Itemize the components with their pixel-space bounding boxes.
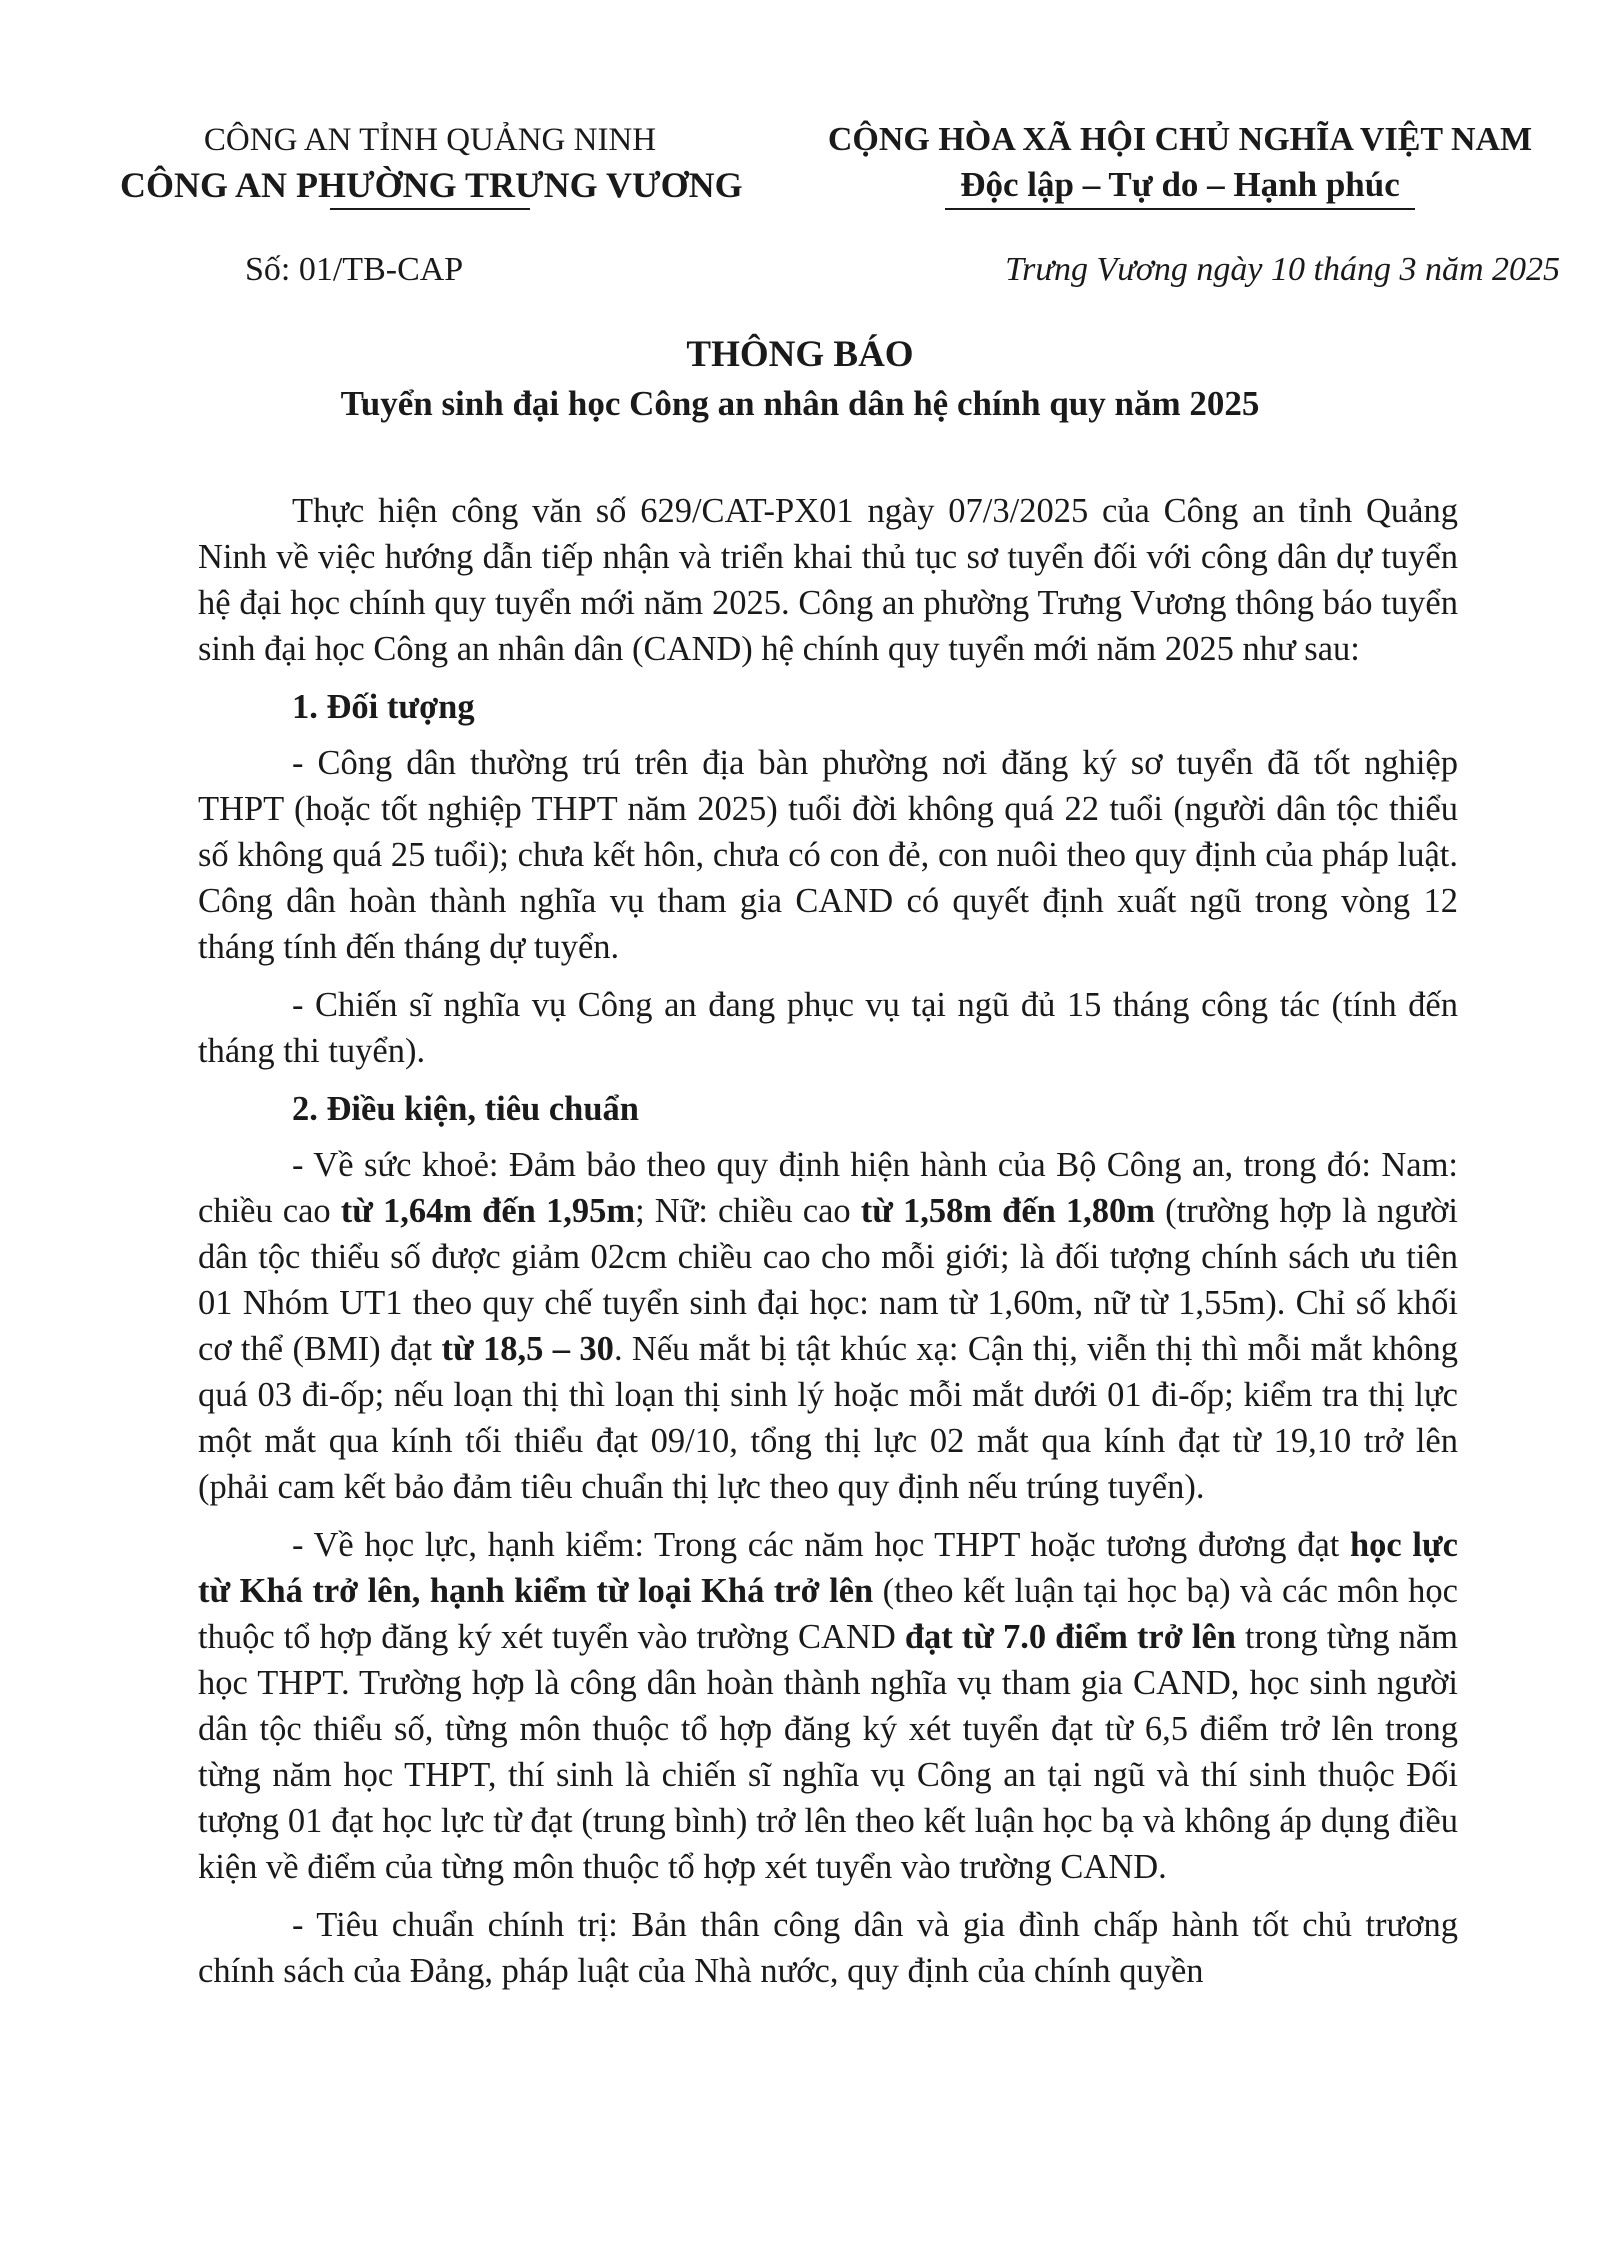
section-1-heading: 1. Đối tượng (292, 688, 475, 726)
section-1-paragraph-1: - Công dân thường trú trên địa bàn phường nơi đăng ký sơ tuyển đã tốt nghiệp THPT (hoặc tốt nghiệp THPT năm 2025) tuổi đời không quá 22 tuổi (người dân tộc thiểu số không quá 25 tuổi); chưa kết hôn, chưa có con đẻ, con nuôi theo quy định của pháp luật. Công dân hoàn thành nghĩa vụ tham gia CAND có quyết định xuất ngũ trong vòng 12 tháng tính đến tháng dự tuyển. (198, 744, 1458, 966)
political-paragraph: - Tiêu chuẩn chính trị: Bản thân công dân và gia đình chấp hành tốt chủ trương chính sách của Đảng, pháp luật của Nhà nước, quy định của chính quyền (198, 1906, 1458, 1990)
title-block (0, 330, 1600, 428)
academic-text-3: trong từng năm học THPT. Trường hợp là công dân hoàn thành nghĩa vụ tham gia CAND, học sinh người dân tộc thiểu số, từng môn thuộc tổ hợp đăng ký xét tuyển đạt từ 6,5 điểm trở lên trong từng năm học THPT, thí sinh là chiến sĩ nghĩa vụ Công an tại ngũ và thí sinh thuộc Đối tượng 01 đạt học lực từ đạt (trung bình) trở lên theo kết luận học bạ và không áp dụng điều kiện về điểm của từng môn thuộc tổ hợp xét tuyển vào trường CAND. (198, 1618, 1459, 1886)
health-text-4: . Nếu mắt bị tật khúc xạ: Cận thị, viễn thị thì mỗi mắt không quá 03 đi-ốp; nếu loạn thị thì loạn thị sinh lý hoặc mỗi mắt dưới 01 đi-ốp; kiểm tra thị lực một mắt qua kính tối thiểu đạt 09/10, tổng thị lực 02 mắt qua kính đạt từ 19,10 trở lên (phải cam kết bảo đảm tiêu chuẩn thị lực theo quy định nếu trúng tuyển). (198, 1330, 1458, 1506)
agency-name: CÔNG AN PHƯỜNG TRƯNG VƯƠNG (120, 165, 743, 205)
academic-text-2: (theo kết luận tại học bạ) và các môn học thuộc tổ hợp đăng ký xét tuyển vào trường CAND (198, 1572, 1458, 1656)
section-2-heading: 2. Điều kiện, tiêu chuẩn (292, 1090, 639, 1128)
male-height-range: từ 1,64m đến 1,95m (340, 1192, 636, 1230)
issuing-agency-block (120, 118, 743, 210)
national-motto: Độc lập – Tự do – Hạnh phúc (960, 165, 1400, 204)
place-date: Trưng Vương ngày 10 tháng 3 năm 2025 (1005, 251, 1560, 288)
female-height-range: từ 1,58m đến 1,80m (860, 1192, 1156, 1230)
document-subtitle: Tuyển sinh đại học Công an nhân dân hệ chính quy năm 2025 (340, 384, 1260, 423)
academic-requirement: học lực từ Khá trở lên, hạnh kiểm từ loại Khá trở lên (198, 1526, 1458, 1610)
health-text-2: ; Nữ: chiều cao (635, 1192, 861, 1230)
academic-paragraph (198, 1522, 1458, 1890)
document-body (198, 488, 1458, 2006)
section-1-paragraph-2: - Chiến sĩ nghĩa vụ Công an đang phục vụ tại ngũ đủ 15 tháng công tác (tính đến tháng thi tuyển). (198, 986, 1458, 1070)
score-requirement: đạt từ 7.0 điểm trở lên (904, 1618, 1236, 1656)
parent-agency: CÔNG AN TỈNH QUẢNG NINH (203, 122, 657, 158)
document-number: Số: 01/TB-CAP (245, 251, 464, 288)
national-header-block (780, 118, 1580, 210)
nation-name: CỘNG HÒA XÃ HỘI CHỦ NGHĨA VIỆT NAM (827, 121, 1533, 158)
health-text-3: (trường hợp là người dân tộc thiểu số được giảm 02cm chiều cao cho mỗi giới; là đối tượng chính sách ưu tiên 01 Nhóm UT1 theo quy chế tuyển sinh đại học: nam từ 1,60m, nữ từ 1,55m). Chỉ số khối cơ thể (BMI) đạt (198, 1192, 1459, 1368)
health-paragraph (198, 1142, 1458, 1510)
health-text-1: - Về sức khoẻ: Đảm bảo theo quy định hiện hành của Bộ Công an, trong đó: Nam: chiều cao (198, 1146, 1458, 1230)
intro-paragraph: Thực hiện công văn số 629/CAT-PX01 ngày 07/3/2025 của Công an tỉnh Quảng Ninh về việc hướng dẫn tiếp nhận và triển khai thủ tục sơ tuyển đối với công dân dự tuyển hệ đại học chính quy tuyển mới năm 2025. Công an phường Trưng Vương thông báo tuyển sinh đại học Công an nhân dân (CAND) hệ chính quy tuyển mới năm 2025 như sau: (198, 492, 1458, 668)
motto-underline (945, 208, 1415, 210)
bmi-range: từ 18,5 – 30 (441, 1330, 614, 1368)
document-header (0, 118, 1600, 213)
agency-underline (330, 208, 530, 210)
document-title: THÔNG BÁO (686, 334, 914, 375)
academic-text-1: - Về học lực, hạnh kiểm: Trong các năm học THPT hoặc tương đương đạt (292, 1526, 1350, 1564)
